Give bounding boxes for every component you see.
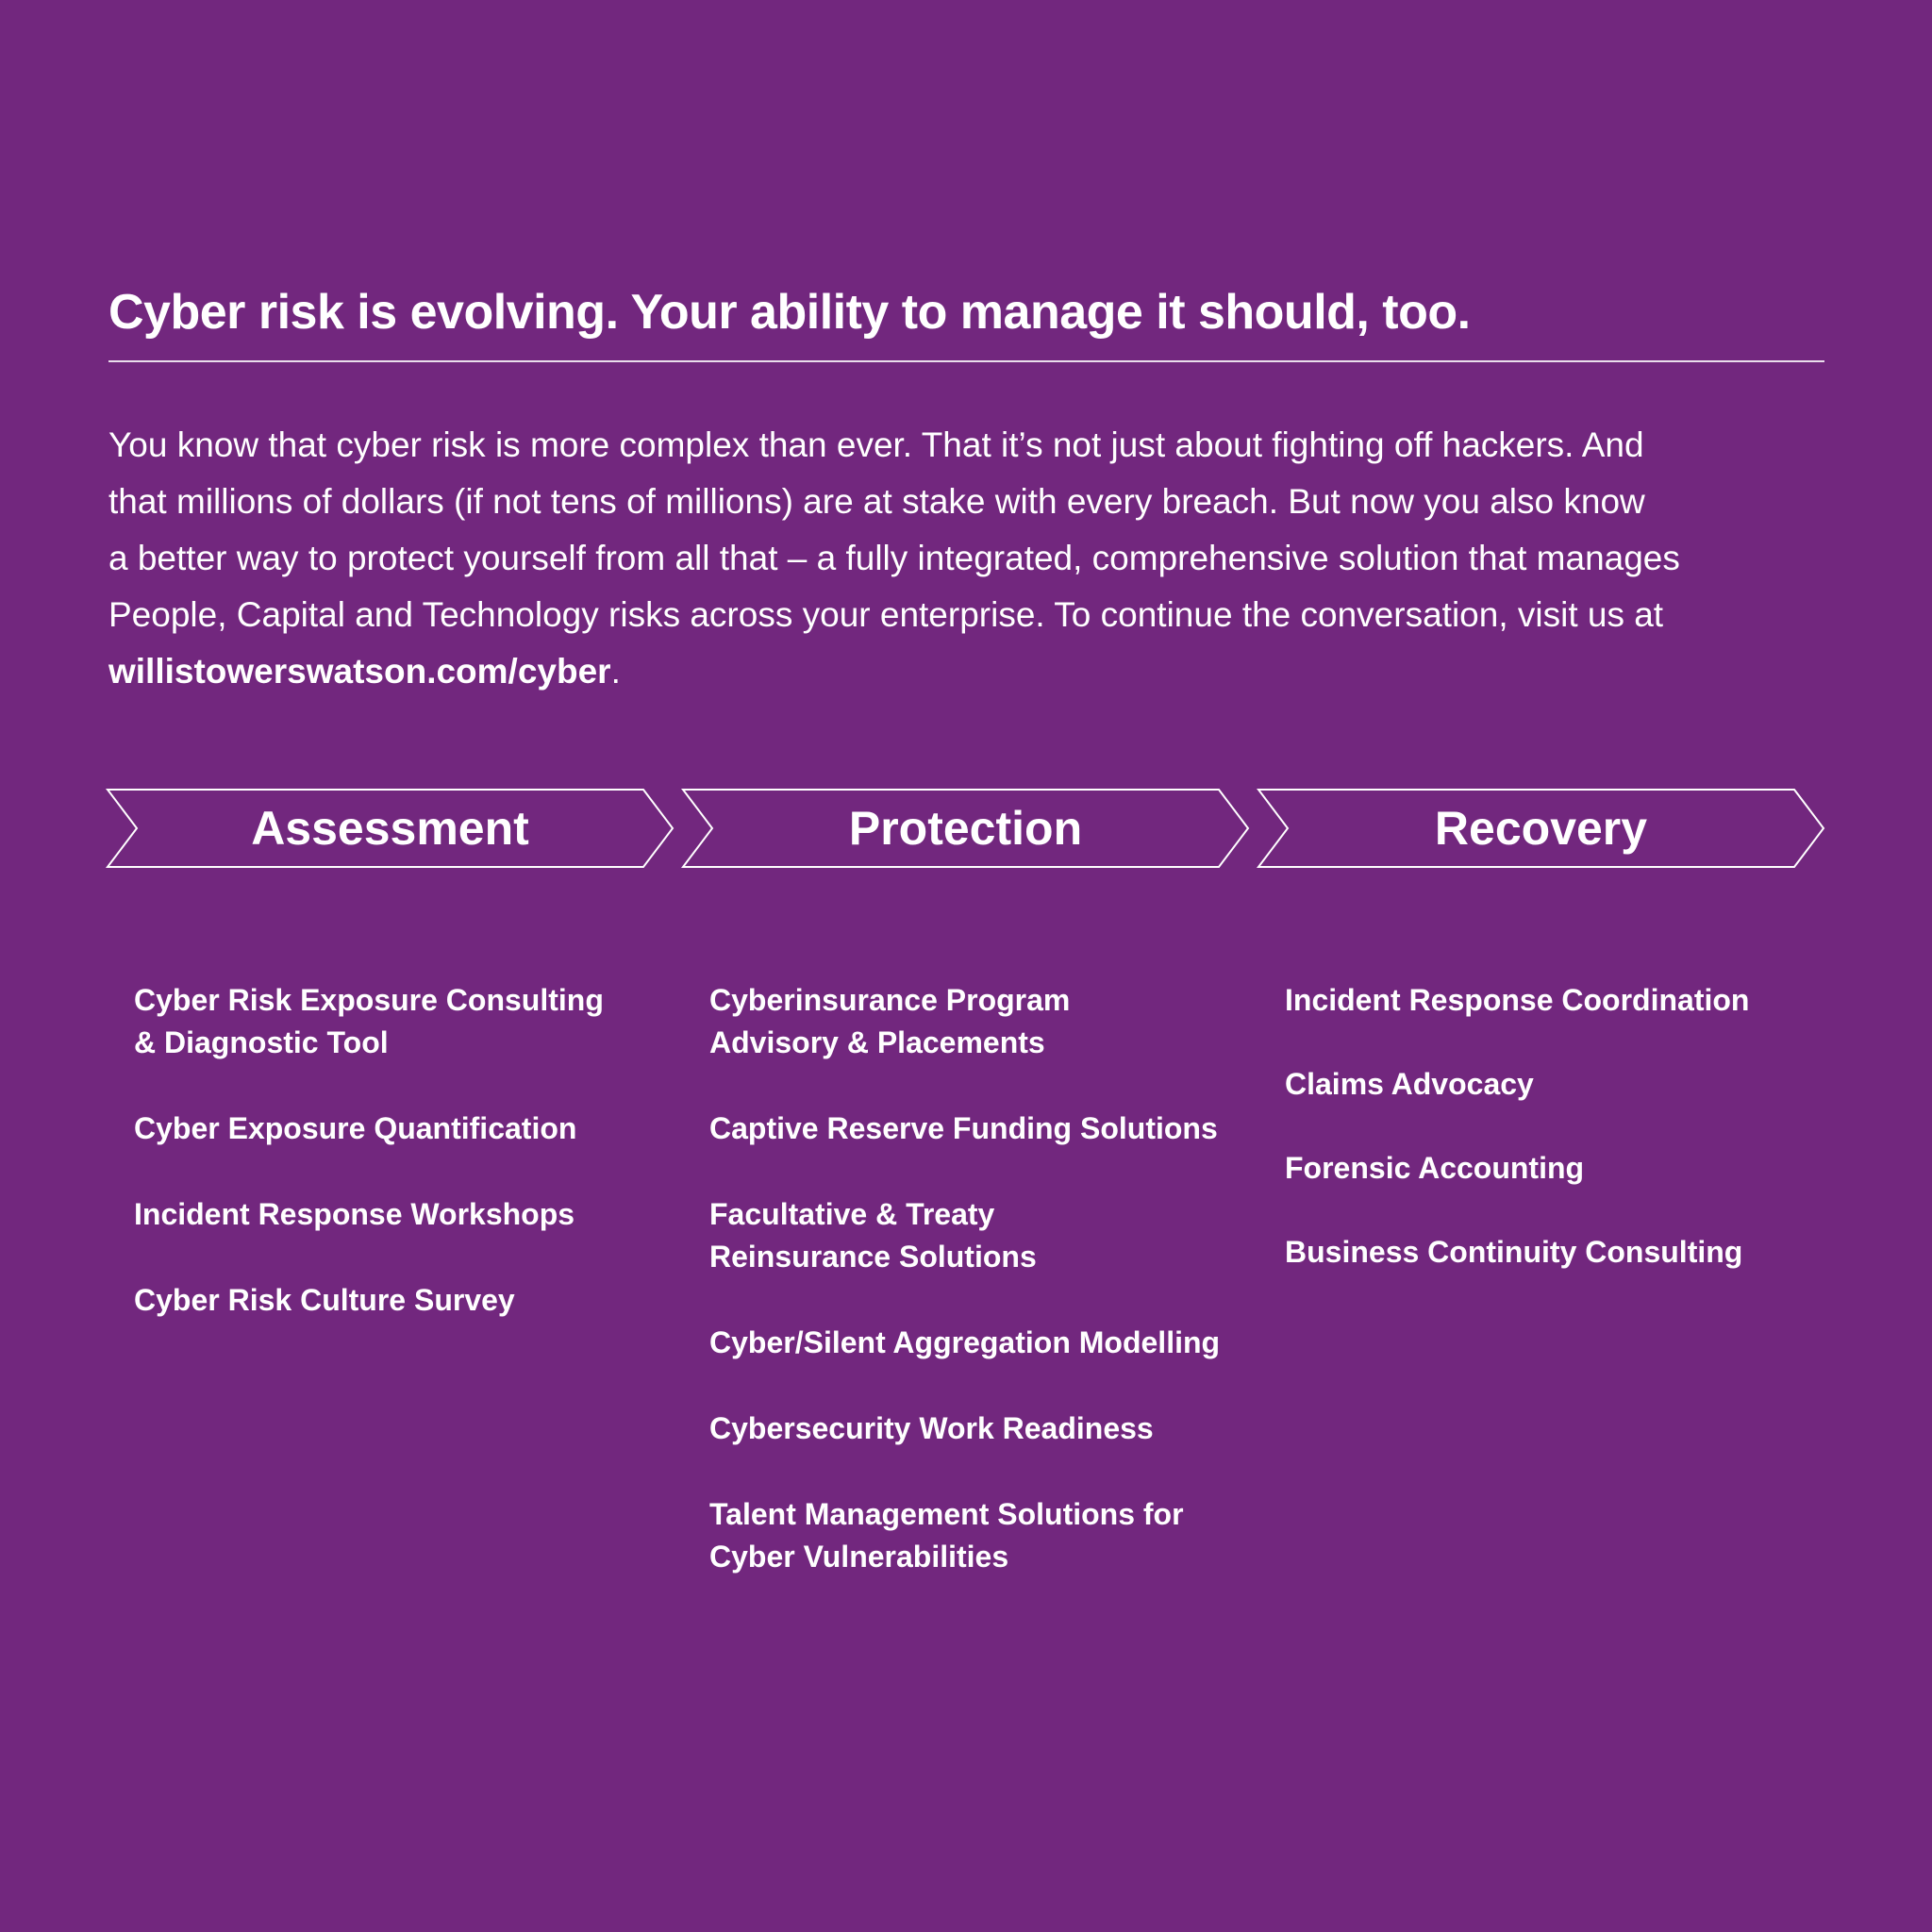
list-item-line: Incident Response Coordination [1285,983,1750,1017]
stage-label-assessment: Assessment [251,802,529,855]
list-item-line: Cyber Risk Exposure Consulting [134,983,604,1017]
list-item [134,1279,604,1322]
stage-label-recovery: Recovery [1434,802,1648,855]
list-item [134,1108,604,1150]
assessment-list [134,979,604,1365]
list-item [709,1193,1220,1278]
protection-list [709,979,1220,1622]
list-item-line: Cyber/Silent Aggregation Modelling [709,1325,1221,1359]
list-item [1285,979,1749,1022]
list-item [1285,1147,1749,1190]
list-item-line: Cyberinsurance Program [709,983,1071,1017]
stage-label-protection: Protection [848,802,1083,855]
list-item [709,1493,1220,1578]
list-item [134,979,604,1064]
intro-line: that millions of dollars (if not tens of millions) are at stake with every breach. But now you also know [108,482,1645,521]
list-item-line: Forensic Accounting [1285,1151,1585,1185]
list-item-line: Talent Management Solutions for [709,1497,1184,1531]
list-item [709,1108,1220,1150]
list-item [709,1322,1220,1364]
list-item-line: Cybersecurity Work Readiness [709,1411,1154,1445]
list-item-line: Cyber Risk Culture Survey [134,1283,515,1317]
intro-line: People, Capital and Technology risks across your enterprise. To continue the conversation, visit us at [108,595,1664,634]
list-item-line: Incident Response Workshops [134,1197,575,1231]
list-item-line: Facultative & Treaty [709,1197,995,1231]
list-item-line: Captive Reserve Funding Solutions [709,1111,1218,1145]
intro-period: . [610,652,621,691]
list-item-line: Cyber Exposure Quantification [134,1111,577,1145]
website-link[interactable]: willistowerswatson.com/cyber [108,652,611,691]
intro-line-url [108,643,1835,700]
list-item-line: Reinsurance Solutions [709,1240,1037,1274]
recovery-list [1285,979,1749,1315]
intro-line: a better way to protect yourself from all that – a fully integrated, comprehensive solution that manages [108,539,1680,577]
list-item [134,1193,604,1236]
list-item-line: Cyber Vulnerabilities [709,1540,1009,1574]
headline-divider [108,360,1824,362]
list-item-line: Advisory & Placements [709,1025,1045,1059]
headline: Cyber risk is evolving. Your ability to manage it should, too. [108,285,1471,340]
intro-paragraph [108,417,1835,700]
list-item-line: Claims Advocacy [1285,1067,1534,1101]
intro-line: You know that cyber risk is more complex than ever. That it’s not just about fighting off hackers. And [108,425,1644,464]
list-item [709,1407,1220,1450]
list-item-line: & Diagnostic Tool [134,1025,389,1059]
list-item-line: Business Continuity Consulting [1285,1235,1743,1269]
list-item [1285,1063,1749,1106]
list-item [1285,1231,1749,1274]
list-item [709,979,1220,1064]
